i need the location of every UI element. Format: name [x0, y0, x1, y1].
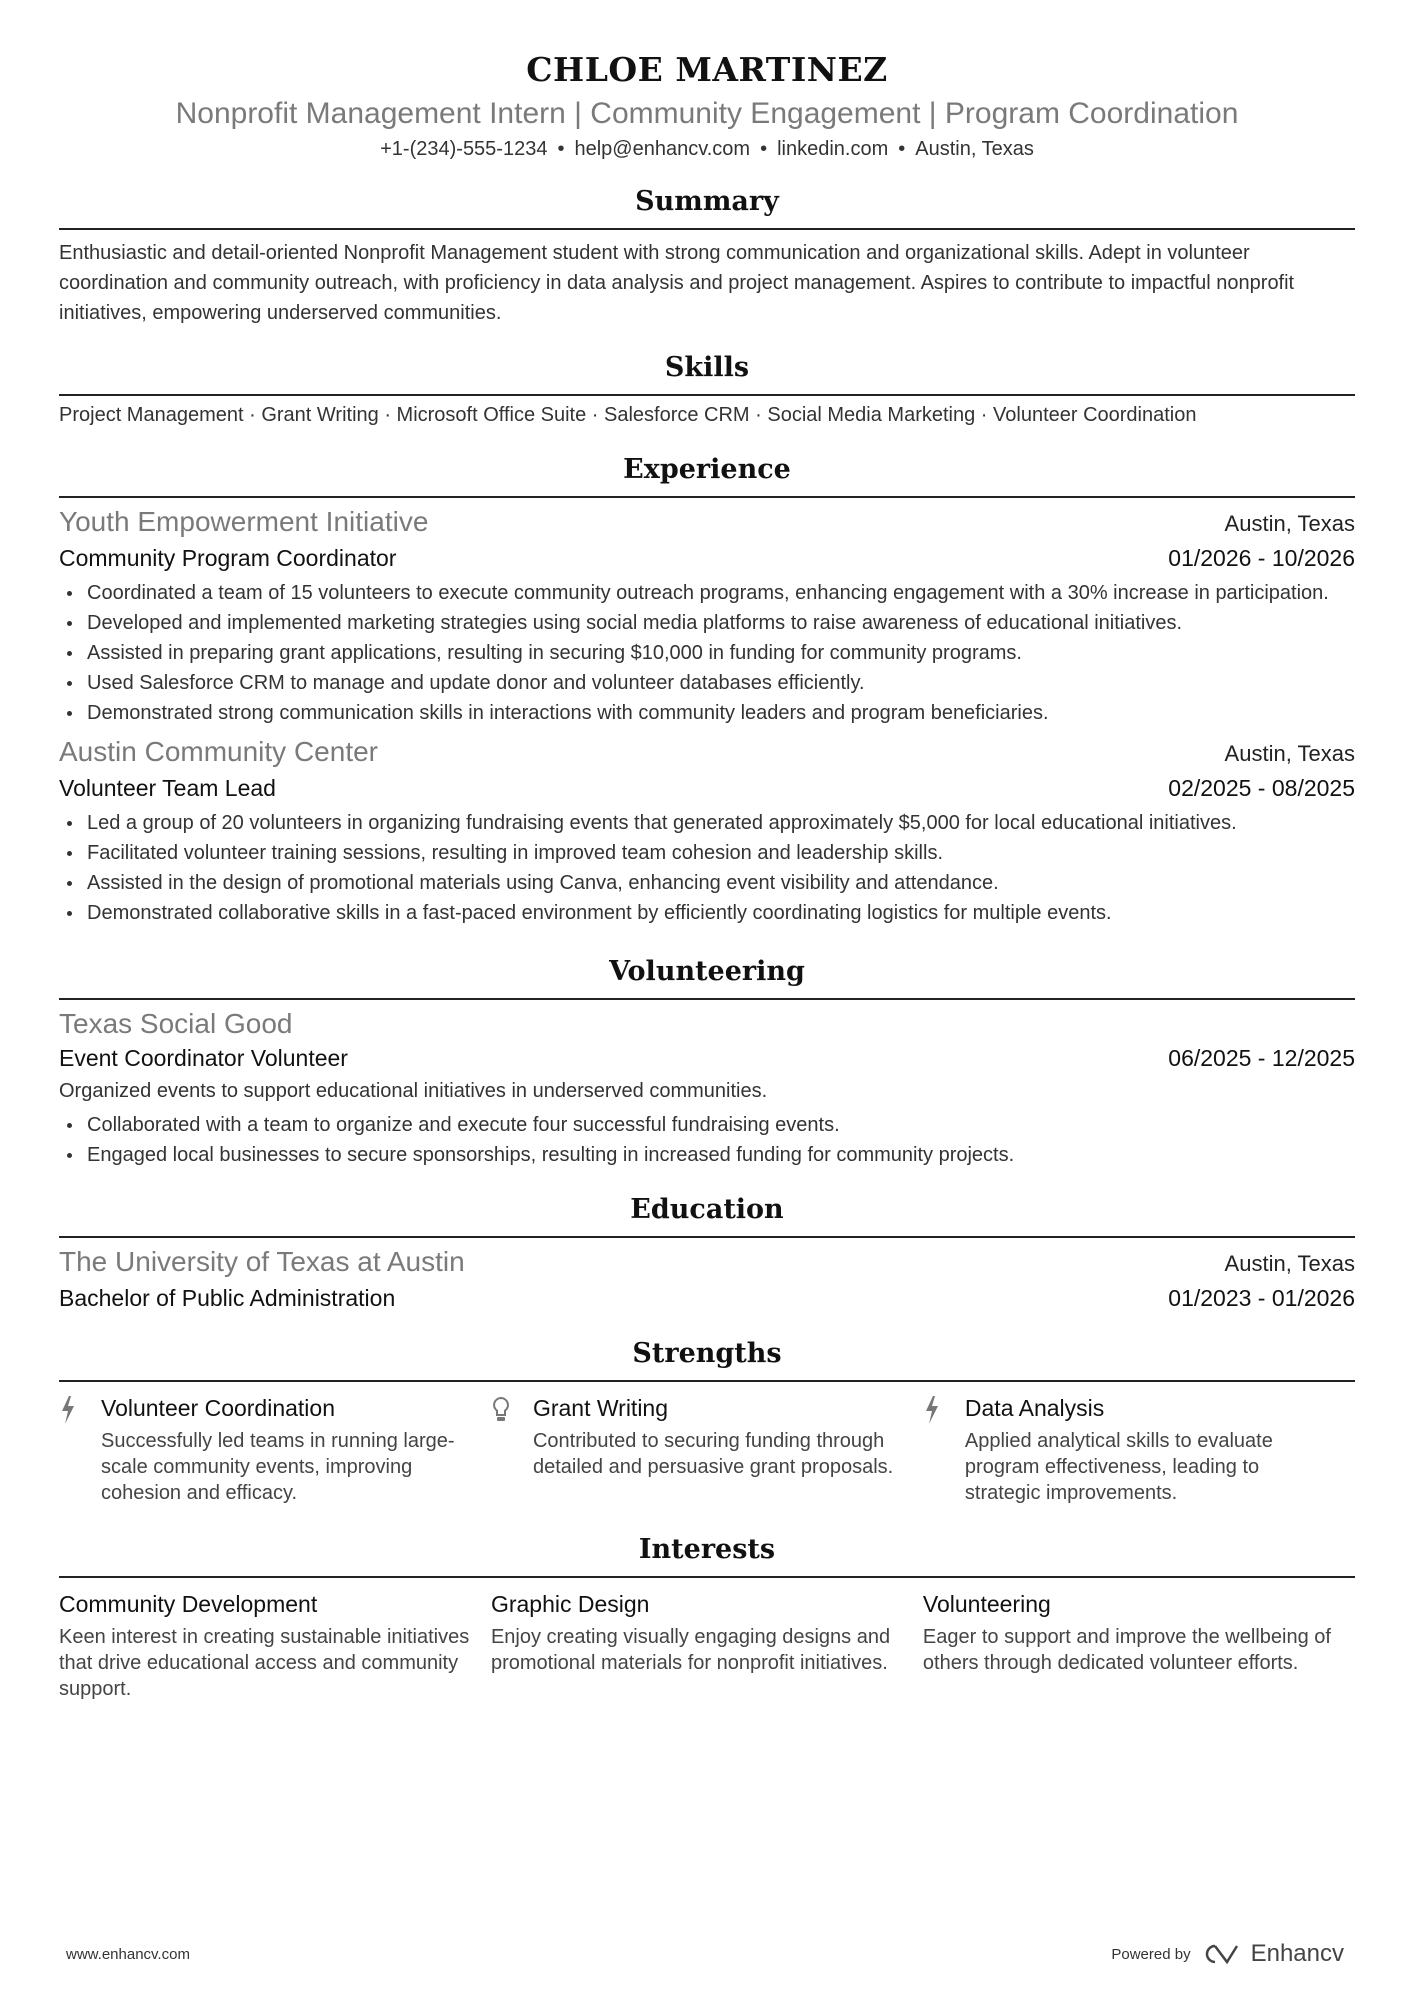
degree: Bachelor of Public Administration	[59, 1285, 396, 1311]
candidate-title: Nonprofit Management Intern | Community Engagement | Program Coordination	[175, 97, 1239, 130]
dates: 02/2025 - 08/2025	[1168, 775, 1355, 801]
dates: 01/2023 - 01/2026	[1168, 1285, 1355, 1311]
powered-label: Powered by	[1111, 1945, 1191, 1963]
summary-text: Enthusiastic and detail-oriented Nonprofit Management student with strong communication and organizational skills. Adept in volunteer coordination and community outreach, with proficiency in data analysis and project management. Aspires to contribute to impactful nonprofit initiatives, empowering underserved communities.	[59, 242, 1295, 324]
bullet: Used Salesforce CRM to manage and update donor and volunteer databases efficiently.	[59, 668, 1355, 698]
candidate-name: CHLOE MARTINEZ	[526, 50, 888, 89]
skills-heading: Skills	[59, 350, 1355, 396]
bullet: Assisted in preparing grant applications, resulting in securing $10,000 in funding for community programs.	[59, 638, 1355, 668]
bullet: Coordinated a team of 15 volunteers to execute community outreach programs, enhancing engagement with a 30% increase in participation.	[59, 578, 1355, 608]
powered-by	[1111, 1940, 1344, 1968]
organization: Texas Social Good	[59, 1008, 293, 1039]
interest-item	[491, 1588, 923, 1702]
experience-entry	[59, 504, 1355, 728]
website-link[interactable]: www.enhancv.com	[66, 1945, 190, 1963]
bullet: Demonstrated strong communication skills in interactions with community leaders and program beneficiaries.	[59, 698, 1355, 728]
strength-item	[923, 1392, 1355, 1506]
phone: +1-(234)-555-1234	[380, 138, 548, 160]
volunteering-heading: Volunteering	[59, 954, 1355, 1000]
strength-desc: Contributed to securing funding through detailed and persuasive grant proposals.	[532, 1430, 894, 1478]
interest-title: Volunteering	[922, 1591, 1051, 1617]
school: The University of Texas at Austin	[59, 1246, 465, 1277]
location: Austin, Texas	[1224, 741, 1355, 766]
company: Youth Empowerment Initiative	[59, 506, 429, 537]
enhancv-logo-icon	[1201, 1942, 1241, 1966]
volunteering-entry	[59, 1006, 1355, 1170]
summary-heading: Summary	[59, 184, 1355, 230]
education-entry	[59, 1244, 1355, 1314]
strengths-list	[59, 1392, 1355, 1506]
interests-list	[59, 1588, 1355, 1702]
interest-desc: Keen interest in creating sustainable initiatives that drive educational access and community support.	[59, 1626, 470, 1700]
interest-title: Community Development	[59, 1591, 318, 1617]
contact-line: +1-(234)-555-1234 • help@enhancv.com • linkedin.com • Austin, Texas	[380, 138, 1034, 160]
email-link[interactable]: help@enhancv.com	[574, 138, 751, 160]
bullet: Collaborated with a team to organize and execute four successful fundraising events.	[59, 1110, 1355, 1140]
dates: 06/2025 - 12/2025	[1168, 1045, 1355, 1071]
interest-item	[923, 1588, 1355, 1702]
strength-title: Data Analysis	[964, 1395, 1105, 1421]
resume	[59, 0, 1355, 1702]
dates: 01/2026 - 10/2026	[1168, 545, 1355, 571]
role: Community Program Coordinator	[59, 545, 397, 571]
bullet: Engaged local businesses to secure sponsorships, resulting in increased funding for community projects.	[59, 1140, 1355, 1170]
experience-heading: Experience	[59, 452, 1355, 498]
location: Austin, Texas	[915, 138, 1034, 160]
company: Austin Community Center	[59, 736, 379, 767]
interest-desc: Enjoy creating visually engaging designs and promotional materials for nonprofit initiatives.	[490, 1626, 891, 1674]
education-heading: Education	[59, 1192, 1355, 1238]
lightbulb-icon	[491, 1392, 533, 1506]
location: Austin, Texas	[1224, 1251, 1355, 1276]
strength-desc: Successfully led teams in running large-scale community events, improving cohesion and efficacy.	[101, 1430, 455, 1504]
skills-list: Project Management · Grant Writing · Microsoft Office Suite · Salesforce CRM · Social Media Marketing · Volunteer Coordination	[59, 404, 1197, 426]
strength-title: Volunteer Coordination	[101, 1395, 335, 1421]
description: Organized events to support educational initiatives in underserved communities.	[59, 1080, 768, 1102]
bullet: Led a group of 20 volunteers in organizing fundraising events that generated approximately $5,000 for local educational initiatives.	[59, 808, 1355, 838]
brand-name: Enhancv	[1250, 1940, 1344, 1967]
interest-item	[59, 1588, 491, 1702]
interest-title: Graphic Design	[490, 1591, 650, 1617]
linkedin-link[interactable]: linkedin.com	[777, 138, 889, 160]
bullet: Demonstrated collaborative skills in a fast-paced environment by efficiently coordinating logistics for multiple events.	[59, 898, 1355, 928]
strengths-heading: Strengths	[59, 1336, 1355, 1382]
interest-desc: Eager to support and improve the wellbeing of others through dedicated volunteer efforts.	[922, 1626, 1331, 1674]
bullet: Facilitated volunteer training sessions, resulting in improved team cohesion and leadership skills.	[59, 838, 1355, 868]
lightning-icon	[923, 1392, 965, 1506]
strength-title: Grant Writing	[532, 1395, 669, 1421]
footer	[66, 1940, 1344, 1968]
bullet: Assisted in the design of promotional materials using Canva, enhancing event visibility and attendance.	[59, 868, 1355, 898]
strength-item	[491, 1392, 923, 1506]
role: Volunteer Team Lead	[59, 775, 276, 801]
strength-desc: Applied analytical skills to evaluate program effectiveness, leading to strategic improvements.	[964, 1430, 1273, 1504]
role: Event Coordinator Volunteer	[59, 1045, 348, 1071]
interests-heading: Interests	[59, 1532, 1355, 1578]
bullet: Developed and implemented marketing strategies using social media platforms to raise awareness of educational initiatives.	[59, 608, 1355, 638]
lightning-icon	[59, 1392, 101, 1506]
location: Austin, Texas	[1224, 511, 1355, 536]
experience-entry	[59, 734, 1355, 928]
strength-item	[59, 1392, 491, 1506]
